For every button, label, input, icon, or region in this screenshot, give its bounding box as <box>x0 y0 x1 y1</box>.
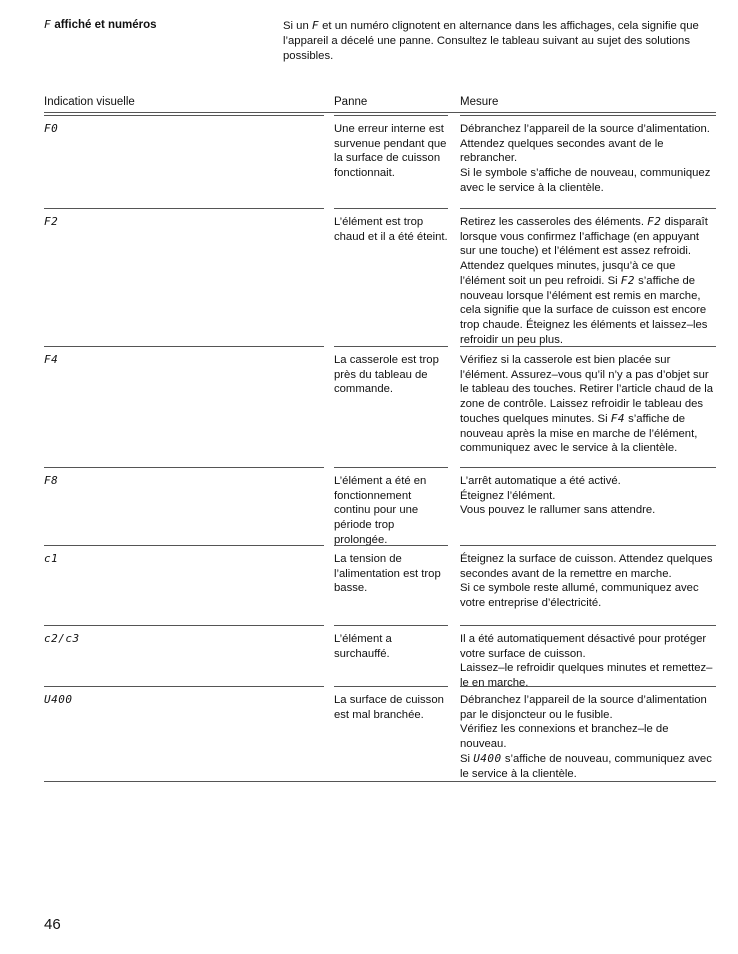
fault-code: F8 <box>44 474 59 487</box>
header-indication: Indication visuelle <box>44 96 135 108</box>
fault-description: L’élément a été en fonctionnement continu pour une période trop prolongée. <box>334 467 448 548</box>
fault-remedy: L’arrêt automatique a été activé. Éteignez l’élément. Vous pouvez le rallumer sans attendre. <box>460 467 716 518</box>
intro-paragraph: Si un F et un numéro clignotent en alternance dans les affichages, cela signifie que l’appareil a décelé une panne. Consultez le tableau suivant au sujet des solutions possibles. <box>283 19 699 62</box>
header-panne: Panne <box>334 96 368 108</box>
fault-description: La surface de cuisson est mal branchée. <box>334 686 448 722</box>
section-heading-text: affiché et numéros <box>54 19 157 31</box>
fault-code: F2 <box>44 215 59 228</box>
fault-description: L’élément a surchauffé. <box>334 625 448 661</box>
fault-code: U400 <box>44 693 73 706</box>
fault-remedy: Éteignez la surface de cuisson. Attendez quelques secondes avant de la remettre en marche. Si ce symbole reste allumé, communiquez avec votre entreprise d’électricité. <box>460 545 716 611</box>
fault-code: c1 <box>44 552 59 565</box>
fault-code: c2/c3 <box>44 632 80 645</box>
fault-remedy: Retirez les casseroles des éléments. F2 disparaît lorsque vous confirmez l’affichage (en appuyant sur une touche) et l’élément est assez refroidi. Attendez quelques minutes, jusqu’à ce que l’élément soit un peu refroidi. Si F2 s’affiche de nouveau lorsque l’élément est remis en marche, cela signifie que la surface de cuisson est encore trop chaude. Éteignez les éléments et laissez–les refroidir un peu plus. <box>460 208 716 347</box>
fault-remedy: Débranchez l’appareil de la source d’alimentation par le disjoncteur ou le fusible. Vérifiez les connexions et branchez–le de nouveau. Si U400 s’affiche de nouveau, communiquez avec le service à la clientèle. <box>460 686 716 781</box>
fault-code: F4 <box>44 353 59 366</box>
table-header <box>44 94 716 113</box>
fault-description: La casserole est trop près du tableau de commande. <box>334 346 448 397</box>
header-mesure: Mesure <box>460 96 499 108</box>
fault-description: L’élément est trop chaud et il a été éteint. <box>334 208 448 244</box>
table-bottom-rule <box>44 781 716 782</box>
fault-description: La tension de l’alimentation est trop basse. <box>334 545 448 596</box>
fault-remedy: Débranchez l’appareil de la source d’alimentation. Attendez quelques secondes avant de le rebrancher. Si le symbole s’affiche de nouveau, communiquez avec le service à la clientèle. <box>460 115 716 196</box>
fault-code-symbol: F <box>44 18 52 31</box>
fault-description: Une erreur interne est survenue pendant que la surface de cuisson fonctionnait. <box>334 115 448 181</box>
fault-code-symbol: F <box>311 19 320 32</box>
section-heading <box>44 18 157 31</box>
fault-remedy: Vérifiez si la casserole est bien placée sur l’élément. Assurez–vous qu’il n’y a pas d’objet sur le tableau des touches. Retirer l’article chaud de la zone de contrôle. Laissez refroidir le tableau des touches quelques minutes. Si F4 s’affiche de nouveau après la mise en marche de l’élément, communiquez avec le service à la clientèle. <box>460 346 716 456</box>
fault-table <box>44 94 716 780</box>
page-number: 46 <box>44 916 61 933</box>
fault-remedy: Il a été automatiquement désactivé pour protéger votre surface de cuisson. Laissez–le refroidir quelques minutes et remettez–le en marche. <box>460 625 716 691</box>
fault-code: F0 <box>44 122 59 135</box>
